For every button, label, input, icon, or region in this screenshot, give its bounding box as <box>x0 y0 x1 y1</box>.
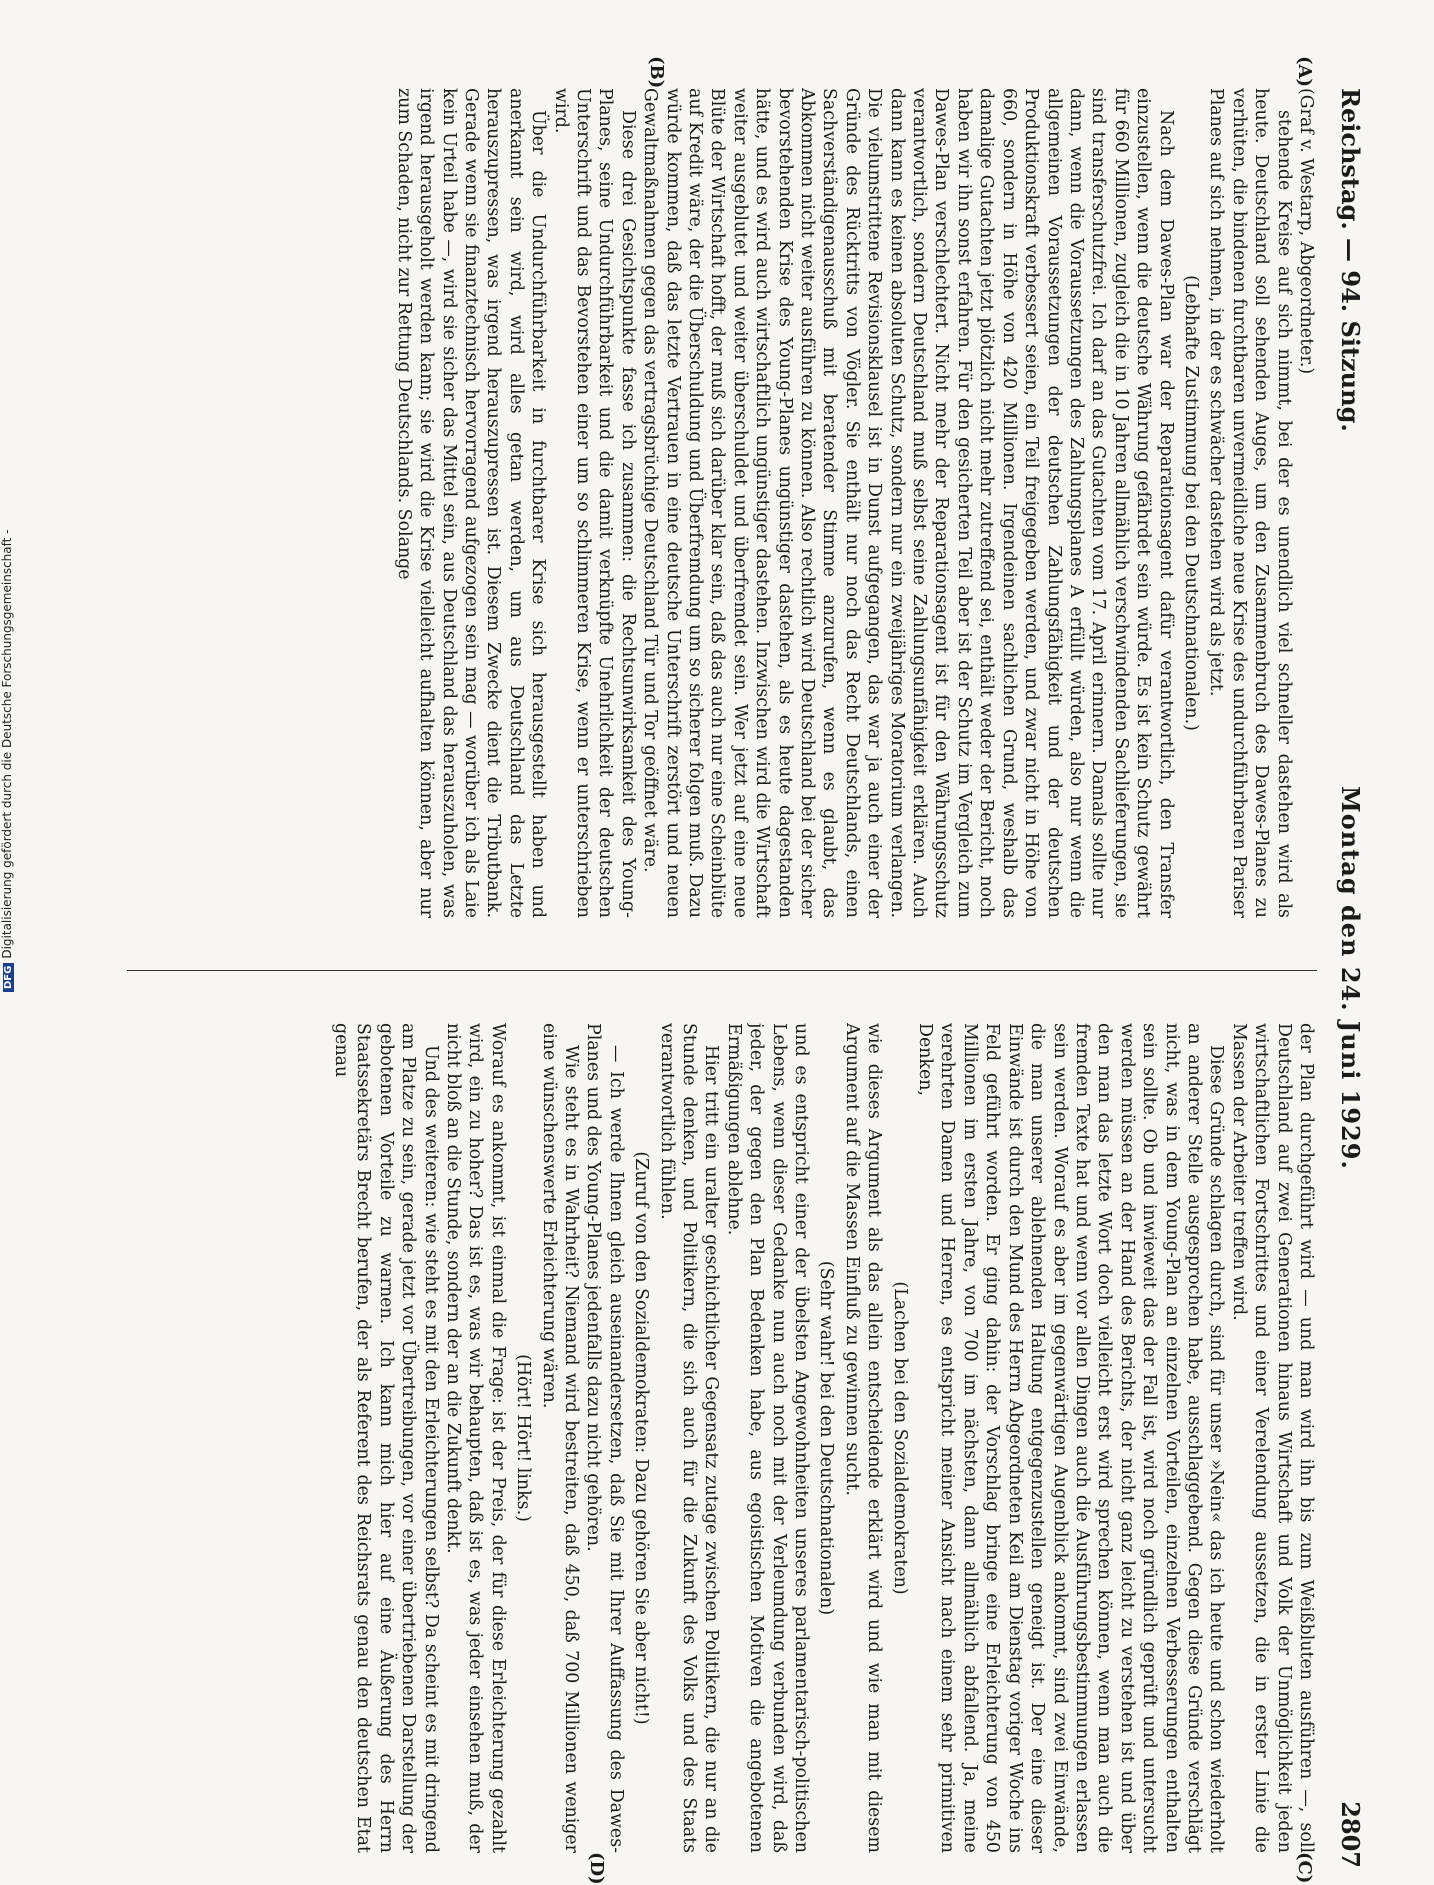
paragraph: Nach dem Dawes-Plan war der Reparationsagent dafür verantwortlich, den Transfer einzustellen, wenn die deutsche Währung gefährdet sein würde. Es ist kein Schutz gewährt für 660 Millionen, zugleich die in 10 Jahren allmählich verschwindenden Sachlieferungen, sie sind transferschutzfrei. Ich darf an das Gutachten vom 17. April erinnern. Damals sollte nur dann, wenn die Voraussetzungen des Zahlungsplanes A erfüllt würden, also nur wenn die allgemeinen Voraussetzungen der deutschen Zahlungsfähigkeit und der deutschen Produktionskraft verbessert seien, ein Teil freigegeben werden, und zwar nicht in Höhe von 660, sondern in Höhe von 420 Millionen. Irgendeinen sachlichen Grund, weshalb das damalige Gutachten jetzt plötzlich nicht mehr zutreffend sei, enthält weder der Bericht, noch haben wir ihn sonst erfahren. Für den gesicherten Teil aber ist der Schutz im Vergleich zum Dawes-Plan verschlechtert. Nicht mehr der Reparationsagent ist für den Währungsschutz verantwortlich, sondern Deutschland muß selbst seine Zahlungsunfähigkeit erklären. Auch dann kann es keinen absoluten Schutz, sondern nur ein zweijähriges Moratorium verlangen. Die vielumstrittene Revisionsklausel ist in Dunst aufgegangen, das war ja auch einer der Gründe des Rücktritts von Vögler. Sie enthält nur noch das Recht Deutschlands, einen Sachverständigenausschuß mit beratender Stimme anzurufen, wenn es glaubt, das Abkommen nicht weiter ausführen zu können. Also rechtlich wird Deutschland bei der sicher bevorstehenden Krise des Young-Planes ungünstiger dastehen, als es heute dagestanden hätte, und es wird auch wirtschaftlich ungünstiger dastehen. Inzwischen wird die Wirtschaft weiter ausgeblutet und weiter überschuldet und überfremdet sein. Wer jetzt auf eine neue Blüte der Wirtschaft hofft, der muß sich darüber klar sein, daß das auch nur eine Scheinblüte auf Kredit wäre, der die Überschuldung und Überfremdung um so sicherer folgen muß. Dazu würde kommen, daß das letzte Vertrauen in eine deutsche Unterschrift zerstört und neuen Gewaltmaßnahmen gegen das vertragsbrüchige Deutschland Tür und Tor geöffnet wäre. <box>640 88 1176 918</box>
paragraph: Diese drei Gesichtspunkte fasse ich zusammen: die Rechtsunwirksamkeit des Young-Planes, seine Undurchführbarkeit und die damit verknüpfte Unehrlichkeit der deutschen Unterschrift und das Bevorstehen einer um so schlimmeren Krise, wenn er unterschrieben wird. <box>550 88 638 918</box>
margin-marker-b: (B) <box>646 56 667 89</box>
interjection-note: (Hört! Hört! links.) <box>513 1354 534 1522</box>
paragraph: Wie steht es in Wahrheit? Niemand wird bestreiten, daß 450, daß 700 Millionen weniger eine wünschenswerte Erleichterung wären. <box>538 1023 581 1853</box>
dfg-logo: DFG <box>3 963 14 992</box>
paragraph: Diese Gründe schlagen durch, sind für unser »Nein« das ich heute und schon wiederholt an anderer Stelle ausgesprochen habe, ausschlaggebend. Gegen diese Gründe verschlägt nicht, was in dem Young-Plan an einzelnen Vorteilen, einzelnen Verbesserungen enthalten sein sollte. Ob und inwieweit das der Fall ist, wird noch gründlich geprüft und untersucht werden müssen an der Hand des Berichts, der nicht ganz leicht zu verstehen ist und über den man das letzte Wort doch vielleicht erst wird sprechen können, wenn man auch die fremden Texte hat und wenn vor allen Dingen auch die Ausführungsbestimmungen erlassen sein werden. Worauf es aber im gegenwärtigen Augenblick ankommt, sind zwei Einwände, die man unserer ablehnenden Haltung entgegenzustellen geneigt ist. Der eine dieser Einwände ist durch den Mund des Herrn Abgeordneten Keil am Dienstag voriger Woche ins Feld geführt worden. Er ging dahin: der Vorschlag bringe eine Erleichterung von 450 Millionen im ersten Jahre, von 700 im nächsten, dann allmählich abfallend. Ja, meine verehrten Damen und Herren, es entspricht meiner Ansicht nach einem sehr primitiven Denken, <box>915 1023 1227 1853</box>
paragraph: der Plan durchgeführt wird — und man wird ihn bis zum Weißbluten ausführen —, soll Deutschland auf zwei Generationen hinaus Wirtschaft und Volk der Unmöglichkeit jeden wirtschaftlichen Fortschrittes und einer Verelendung aussetzen, die in erster Linie die Massen der Arbeiter treffen wird. <box>1228 1023 1316 1853</box>
page-number: 2807 <box>1336 1801 1365 1868</box>
credit-text: Digitalisierung gefördert durch die Deutsche Forschungsgemeinschaft - <box>0 529 14 959</box>
interjection-note: (Lachen bei den Sozialdemokraten) <box>889 1281 910 1595</box>
right-text-column <box>137 1023 1317 1853</box>
header-session: Reichstag. — 94. Sitzung. <box>1336 88 1365 432</box>
interjection-note: (Sehr wahr! bei den Deutschnationalen) <box>816 1260 837 1616</box>
margin-marker-d: (D) <box>586 1852 607 1885</box>
digitization-credit <box>0 12 20 992</box>
paragraph: Und des weiteren: wie steht es mit den Erleichterungen selbst? Da scheint es mit dringend am Platze zu sein, gerade jetzt vor Übertreibungen, vor einer übertriebenen Darstellung der gebotenen Vorteile zu warnen. Ich kann mich hier auf eine Äußerung des Herrn Staatssekretärs Brecht berufen, der als Referent des Reichsrats genau den deutschen Etat genau <box>330 1023 441 1853</box>
left-text-column <box>137 88 1317 918</box>
paragraph: Über die Undurchführbarkeit in furchtbarer Krise sich herausgestellt haben und anerkannt sein wird, wird alles getan werden, um aus Deutschland das Letzte herauszupressen, was irgend herauszupressen ist. Diesem Zwecke dient die Tributbank. Gerade wenn sie finanztechnisch hervorragend aufgezogen sein mag — worüber ich als Laie kein Urteil habe —, wird sie sicher das Mittel sein, aus Deutschland das herauszuholen, was irgend herausgeholt werden kann; sie wird die Krise vielleicht aufhalten können, aber nur zum Schaden, nicht zur Rettung Deutschlands. Solange <box>393 88 549 918</box>
paragraph: — Ich werde Ihnen gleich auseinandersetzen, daß Sie mit Ihrer Auffassung des Dawes-Planes und des Young-Planes jedenfalls dazu nicht gehören. <box>583 1023 626 1853</box>
margin-marker-c: (C) <box>1294 1852 1315 1884</box>
speaker-line: (Graf v. Westarp, Abgeordneter.) <box>1296 88 1316 375</box>
page-header <box>1327 88 1367 1868</box>
paragraph: Hier tritt ein uralter geschichtlicher Gegensatz zutage zwischen Politikern, die nur an die Stunde denken, und Politikern, die sich auch für die Zukunft des Volks und des Staats verantwortlich fühlen. <box>656 1023 722 1853</box>
paragraph: Worauf es ankommt, ist einmal die Frage: ist der Preis, der für diese Erleichterung gezahlt wird, ein zu hoher? Das ist es, was wir behaupten, daß ist es, was jeder einsehen muß, der nicht bloß an die Stunde, sondern der an die Zukunft denkt. <box>442 1023 508 1853</box>
paragraph: wie dieses Argument als das allein entscheidende erklärt wird und wie man mit diesem Argument auf die Massen Einfluß zu gewinnen sucht. <box>841 1023 885 1853</box>
header-date: Montag den 24. Juni 1929. <box>1336 786 1365 1170</box>
rotated-page <box>122 56 1367 1885</box>
column-divider <box>127 970 1317 971</box>
interjection-note: (Lebhafte Zustimmung bei den Deutschnationalen.) <box>1180 275 1201 731</box>
paragraph: stehende Kreise auf sich nimmt, bei der es unendlich viel schneller dastehen wird als heute. Deutschland soll sehenden Auges, um den Zusammenbruch des Dawes-Planes zu verhüten, die bindenen furchtbaren unvermeidliche neue Krise des undurchführbaren Pariser Planes auf sich nehmen, in der es schwächer dastehen wird als jetzt. <box>1206 88 1294 918</box>
interjection-note: (Zuruf von den Sozialdemokraten: Dazu gehören Sie aber nicht!) <box>631 1151 652 1725</box>
paragraph: und es entspricht einer der übelsten Angewohnheiten unseres parlamentarisch-politischen Lebens, wenn dieser Gedanke nun auch noch mit der Verleumdung verbunden wird, daß jeder, der gegen den Plan Bedenken habe, aus egoistischen Motiven die angebotenen Ermäßigungen ablehne. <box>723 1023 812 1853</box>
margin-marker-a: (A) <box>1294 56 1315 87</box>
